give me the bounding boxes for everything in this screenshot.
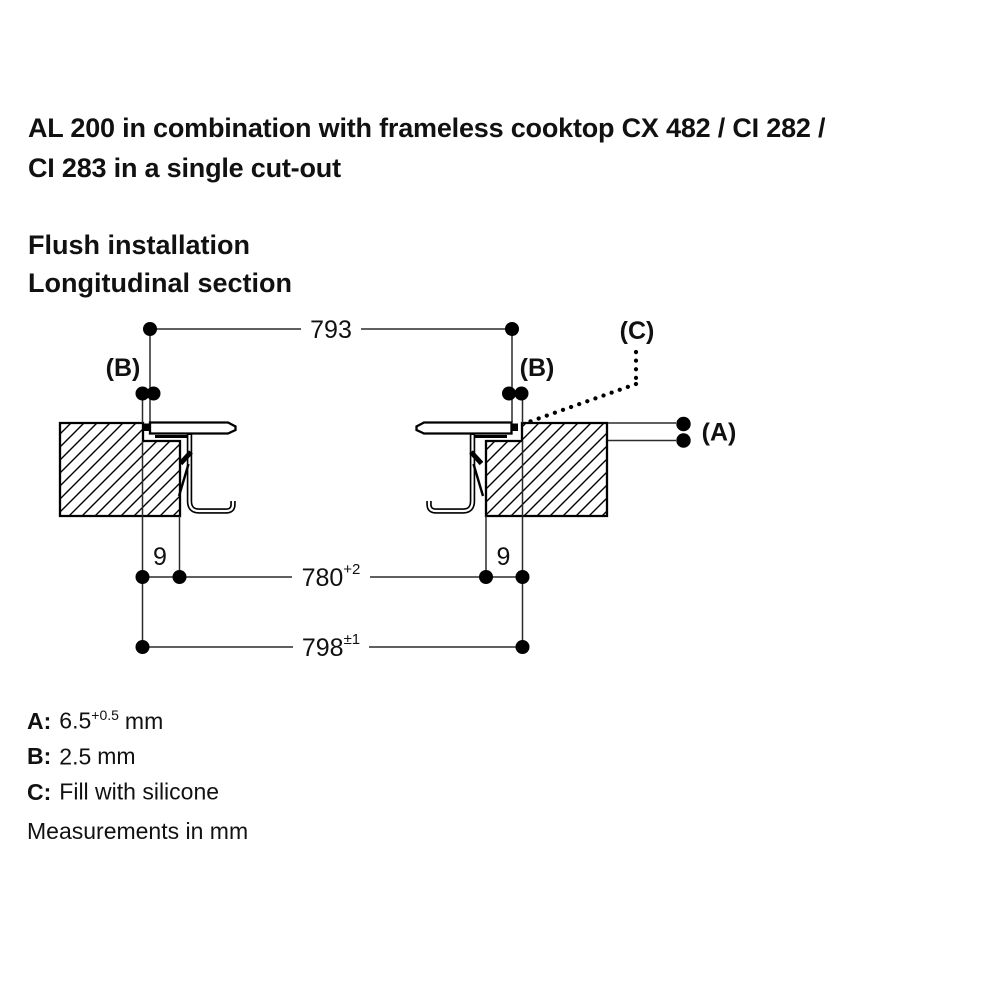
legend-value-b: 2.5 (59, 743, 92, 770)
silicone-joint-right (512, 424, 519, 432)
legend-value-c: Fill with silicone (59, 778, 220, 805)
section-title-line1: Flush installation (28, 230, 251, 260)
callout-b-left-label: (B) (105, 354, 141, 382)
dim-793-label: 793 (310, 316, 352, 344)
measurements-note: Measurements in mm (27, 818, 249, 844)
legend-key-a: A: (27, 707, 52, 734)
callout-b-right-label: (B) (519, 354, 555, 382)
page-title-line2: CI 283 in a single cut-out (28, 153, 341, 183)
legend-item-a (27, 700, 225, 736)
legend-unit-b: mm (97, 743, 136, 770)
page-title-line1: AL 200 in combination with frameless cooktop CX 482 / CI 282 / (28, 113, 826, 143)
extension-lines (143, 329, 523, 648)
dimension-780 (136, 543, 530, 592)
callout-c-label: (C) (619, 317, 655, 345)
dim-ledge-right-label: 9 (496, 543, 511, 571)
dimension-793 (143, 314, 519, 344)
legend-unit-a: mm (124, 707, 164, 734)
silicone-joint-left (144, 424, 151, 432)
dimension-798 (136, 631, 530, 663)
legend-value-a: 6.5 (59, 707, 92, 734)
cooktop-glass-left (150, 423, 236, 434)
legend-key-b: B: (27, 743, 52, 770)
dim-ledge-left-label: 9 (153, 543, 167, 571)
callout-a (608, 417, 736, 448)
callout-b-left (106, 354, 161, 401)
cooktop-glass-right (417, 423, 512, 434)
legend-sup-a: +0.5 (91, 707, 119, 723)
dim-780-label: $780^{+2}$ (301, 560, 361, 592)
callout-a-label: (A) (701, 418, 737, 447)
legend (27, 700, 225, 807)
legend-item-b (27, 736, 225, 772)
callout-b-right (502, 354, 554, 401)
dim-798-label: $798^{\pm 1}$ (301, 630, 361, 662)
legend-item-c (27, 771, 225, 807)
section-title-line2: Longitudinal section (28, 268, 292, 298)
legend-key-c: C: (27, 778, 52, 805)
